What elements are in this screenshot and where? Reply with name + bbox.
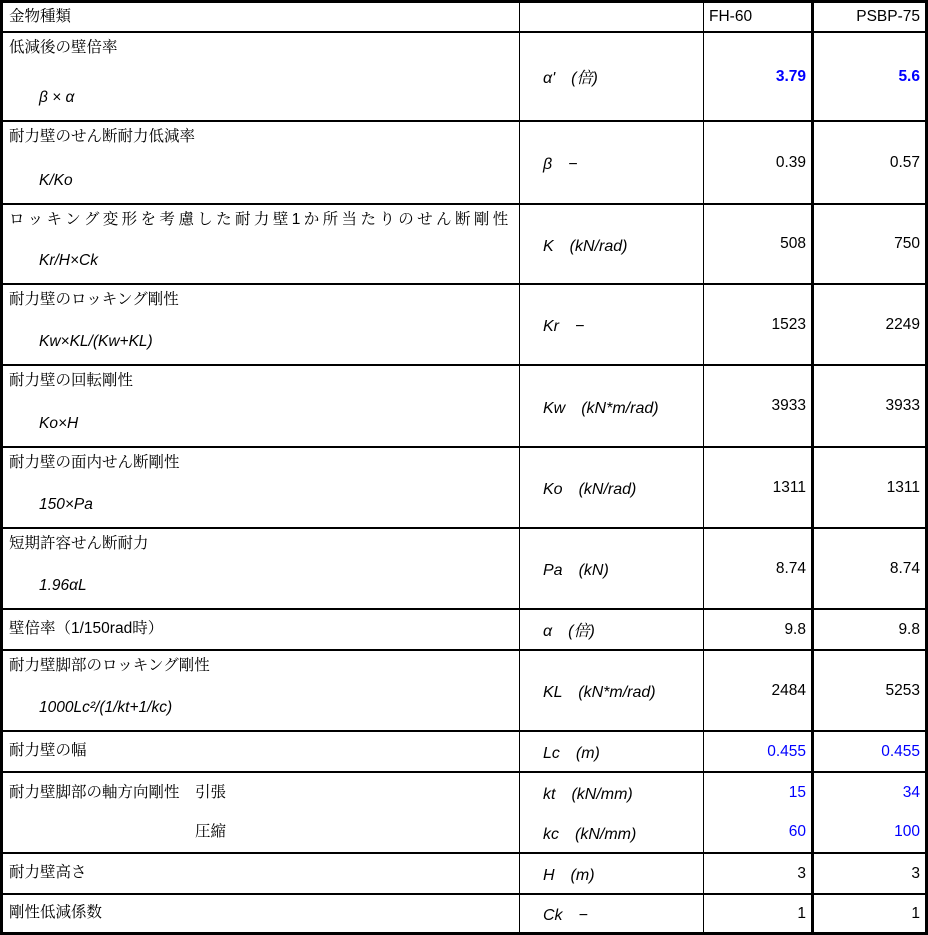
row-label-cell [3,285,520,366]
value-psbp75: 750 [814,205,925,285]
row-formula: 1000Lc²/(1/kt+1/kc) [39,699,173,716]
row-label: 耐力壁の幅 [9,742,87,760]
column-header-psbp75: PSBP-75 [814,3,925,33]
value-fh60: 1 [704,895,814,932]
row-label-cell [3,529,520,610]
row-label-cell [3,732,520,773]
symbol-label: H (m) [543,867,595,884]
symbol-cell [520,895,704,932]
row-label: 短期許容せん断耐力 [9,535,149,552]
row-label: 耐力壁の面内せん断剛性 [9,454,180,471]
value-psbp75 [814,773,925,854]
symbol-label: β − [543,156,578,173]
value-fh60: 8.74 [704,529,814,610]
value-psbp75-kc: 100 [894,823,920,841]
value-fh60-kt: 15 [788,783,806,801]
row-formula: 1.96αL [39,577,87,594]
row-label-cell [3,895,520,932]
value-psbp75: 0.57 [814,122,925,205]
symbol-cell [520,610,704,651]
symbol-label: Kw (kN*m/rad) [543,399,659,417]
symbol-label-kc: kc (kN/mm) [543,825,637,843]
symbol-label: Kr − [543,318,585,335]
symbol-cell [520,285,704,366]
symbol-label: KL (kN*m/rad) [543,684,656,701]
row-label-cell [3,651,520,732]
header-symbol-cell [520,3,704,33]
row-label: 耐力壁高さ [9,864,87,882]
symbol-label: Ko (kN/rad) [543,481,637,498]
row-formula: Ko×H [39,415,79,432]
column-header-fh60: FH-60 [704,3,814,33]
row-label-cell [3,122,520,205]
value-psbp75: 5.6 [814,33,925,122]
row-label-tension: 耐力壁脚部の軸方向剛性 引張 [9,783,227,801]
symbol-label: Ck − [543,907,588,924]
symbol-label: Pa (kN) [543,562,609,579]
row-formula: Kw×KL/(Kw+KL) [39,333,153,350]
row-label-cell [3,366,520,448]
header-row-label-cell [3,3,520,33]
value-psbp75-kt: 34 [902,783,920,801]
symbol-cell [520,732,704,773]
row-formula: K/Ko [39,172,73,189]
row-label-cell [3,33,520,122]
symbol-cell [520,448,704,529]
row-label-cell [3,205,520,285]
row-formula: Kr/H×Ck [39,252,98,269]
row-label: 壁倍率（1/150rad時） [9,620,164,638]
symbol-label: Lc (m) [543,745,600,762]
symbol-cell [520,651,704,732]
row-label: 耐力壁のロッキング剛性 [9,291,179,308]
value-psbp75: 8.74 [814,529,925,610]
row-label: ロッキング変形を考慮した耐力壁1か所当たりのせん断剛性 [9,211,512,228]
value-psbp75: 5253 [814,651,925,732]
row-label-compression: 圧縮 [195,823,227,841]
row-formula: 150×Pa [39,496,93,513]
value-psbp75: 0.455 [814,732,925,773]
row-label-cell [3,773,520,854]
value-fh60: 1311 [704,448,814,529]
value-psbp75: 2249 [814,285,925,366]
value-fh60: 508 [704,205,814,285]
symbol-label-kt: kt (kN/mm) [543,786,633,804]
value-fh60: 2484 [704,651,814,732]
symbol-cell [520,205,704,285]
symbol-cell [520,529,704,610]
row-label: 耐力壁の回転剛性 [9,372,134,389]
symbol-cell [520,854,704,895]
symbol-label: α (倍) [543,623,595,640]
value-psbp75: 9.8 [814,610,925,651]
row-formula: β × α [39,89,75,106]
value-fh60: 0.39 [704,122,814,205]
value-psbp75: 3933 [814,366,925,448]
header-row-label: 金物種類 [9,7,72,25]
value-psbp75: 1 [814,895,925,932]
row-label: 耐力壁のせん断耐力低減率 [9,128,196,145]
value-fh60: 0.455 [704,732,814,773]
row-label-cell [3,610,520,651]
value-fh60-kc: 60 [788,823,806,841]
symbol-label: K (kN/rad) [543,237,628,255]
row-label-cell [3,448,520,529]
symbol-cell [520,773,704,854]
row-label: 剛性低減係数 [9,904,103,922]
value-fh60: 3.79 [704,33,814,122]
value-fh60: 9.8 [704,610,814,651]
row-label-cell [3,854,520,895]
symbol-cell [520,366,704,448]
row-label: 低減後の壁倍率 [9,39,118,56]
value-fh60: 3933 [704,366,814,448]
value-fh60: 1523 [704,285,814,366]
value-psbp75: 1311 [814,448,925,529]
value-fh60 [704,773,814,854]
value-fh60: 3 [704,854,814,895]
symbol-cell [520,122,704,205]
row-label: 耐力壁脚部のロッキング剛性 [9,657,210,674]
value-psbp75: 3 [814,854,925,895]
symbol-cell [520,33,704,122]
symbol-label: α' (倍) [543,70,598,87]
